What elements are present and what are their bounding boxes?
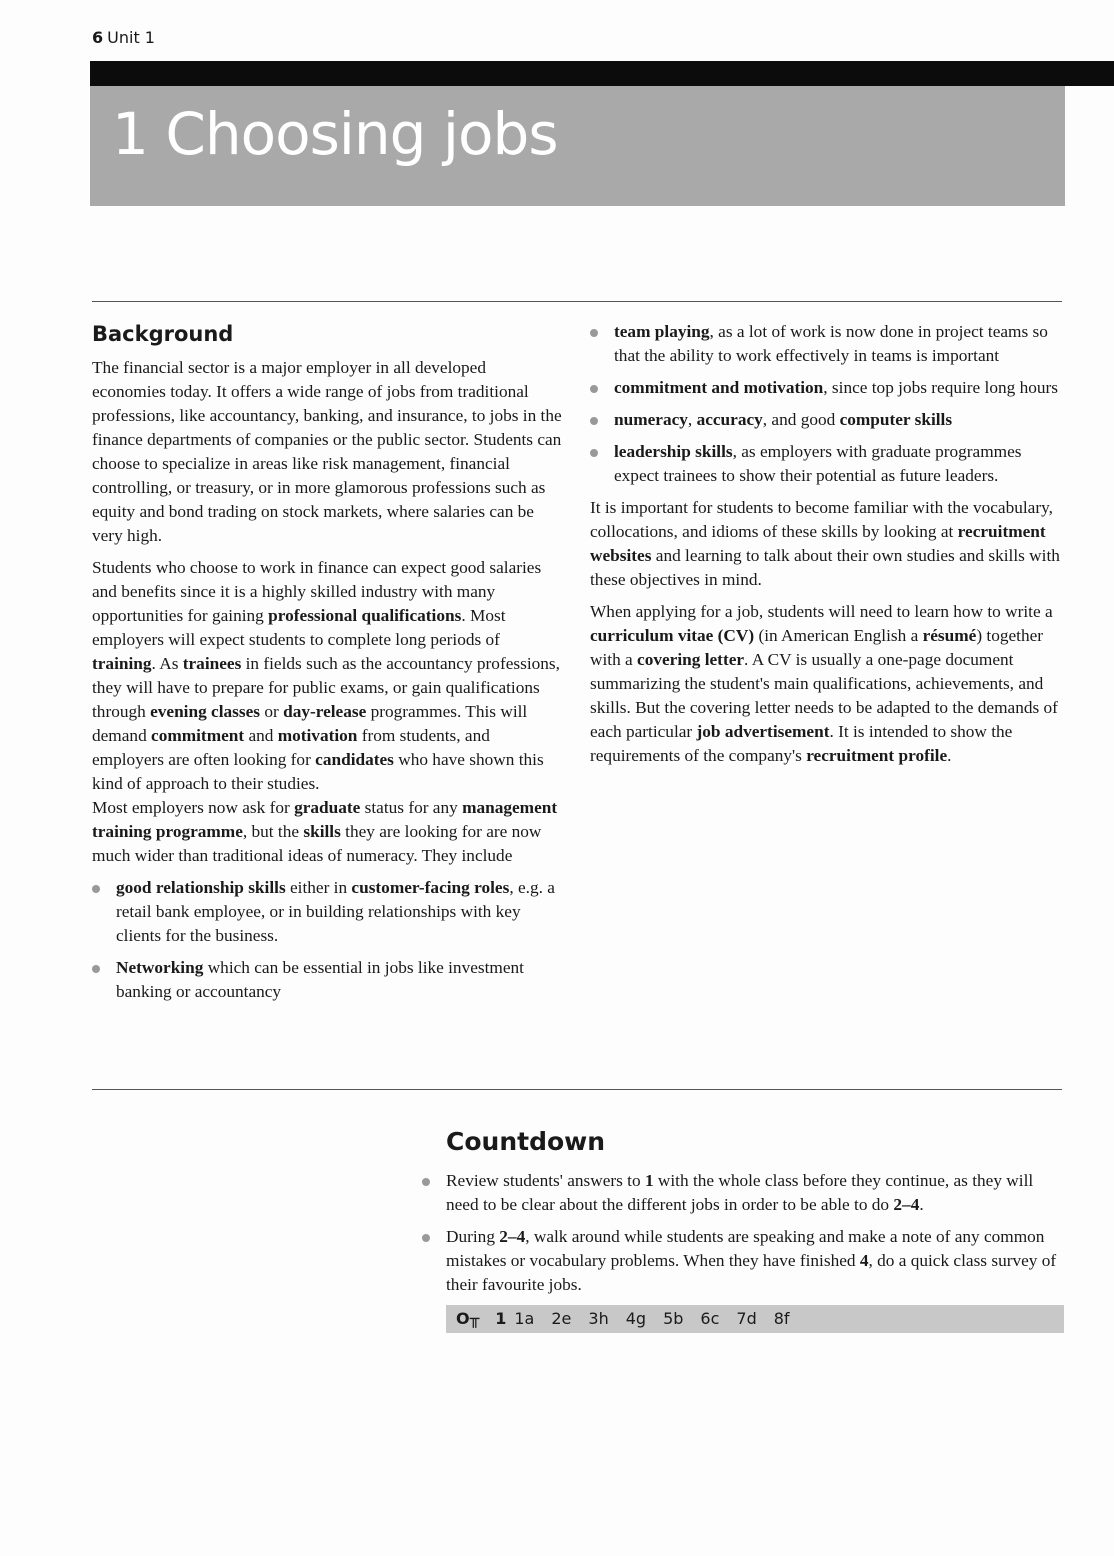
text-run: During (446, 1227, 500, 1246)
text-run: , (687, 410, 697, 429)
text-run: , walk around while students are speaking and make a note of any common mistakes or vocabulary problems. When they have finished (446, 1227, 1045, 1270)
list-item (590, 408, 1065, 432)
list-item (92, 956, 562, 1004)
background-right-column (590, 320, 1065, 776)
answer: 3h (588, 1309, 609, 1328)
list-item (92, 876, 562, 948)
text-run: Most employers now ask for (92, 798, 295, 817)
countdown-section (422, 1125, 1067, 1333)
list-item (422, 1169, 1067, 1217)
text-run: programmes. This will demand (92, 702, 528, 745)
key-term: training (92, 654, 152, 673)
key-term: professional qualifications (268, 606, 462, 625)
key-term: résumé (922, 626, 977, 645)
key-term: motivation (277, 726, 358, 745)
list-item (590, 376, 1065, 400)
text-run: Review students' answers to (446, 1171, 645, 1190)
page-number: 6 (92, 28, 104, 47)
unit-title: 1 Choosing jobs (112, 100, 558, 168)
key-term: team playing (614, 322, 710, 341)
key-term: 2–4 (893, 1195, 920, 1214)
text-run: , do a quick class survey of their favourite jobs. (446, 1251, 1057, 1294)
exercise-number: 1 (495, 1309, 507, 1328)
key-icon: O╥ (456, 1309, 480, 1328)
text-run: The financial sector is a major employer in all developed economies today. It offers a wide range of jobs from traditional professions, like accountancy, banking, and insurance, to jobs in the finance departments of companies or the public sector. Students can choose to specialize in areas like risk management, financial controlling, or treasury, or in more glamorous professions such as equity and bond trading on stock markets, where salaries can be very high. (92, 358, 562, 545)
key-term: leadership skills (614, 442, 733, 461)
key-term: 2–4 (499, 1227, 526, 1246)
skills-list (92, 876, 562, 1004)
text-run: When applying for a job, students will need to learn how to write a (590, 602, 1053, 621)
unit-label: Unit 1 (107, 28, 155, 47)
answer: 7d (736, 1309, 757, 1328)
paragraph (92, 356, 562, 548)
key-term: computer skills (839, 410, 953, 429)
paragraph (590, 600, 1065, 768)
key-term: customer-facing roles (351, 878, 510, 897)
text-run: . (919, 1195, 924, 1214)
text-run: , as employers with graduate programmes expect trainees to show their potential as future leaders. (614, 442, 1022, 485)
key-term: 1 (644, 1171, 654, 1190)
paragraph (92, 796, 562, 868)
key-term: numeracy (614, 410, 688, 429)
key-term: skills (303, 822, 341, 841)
text-run: , and good (762, 410, 840, 429)
text-run: either in (285, 878, 352, 897)
text-run: they are looking for are now much wider than traditional ideas of numeracy. They include (92, 822, 542, 865)
text-run: . Most employers will expect students to complete long periods of (92, 606, 506, 649)
answer: 1a (514, 1309, 535, 1328)
key-term: candidates (315, 750, 394, 769)
key-term: curriculum vitae (CV) (590, 626, 755, 645)
header-bar (90, 61, 1114, 86)
text-run: status for any (360, 798, 463, 817)
list-item (422, 1225, 1067, 1297)
key-term: good relationship skills (116, 878, 286, 897)
key-term: 4 (859, 1251, 869, 1270)
key-term: Networking (116, 958, 204, 977)
text-run: (in American English a (754, 626, 923, 645)
text-run: , e.g. a retail bank employee, or in building relationships with key clients for the business. (116, 878, 555, 945)
text-run: who have shown this kind of approach to their studies. (92, 750, 544, 793)
key-term: recruitment websites (590, 522, 1046, 565)
countdown-heading: Countdown (446, 1127, 606, 1156)
key-term: covering letter (637, 650, 745, 669)
answer: 6c (700, 1309, 720, 1328)
text-run: and learning to talk about their own studies and skills with these objectives in mind. (590, 546, 1060, 589)
key-term: job advertisement (696, 722, 830, 741)
key-term: evening classes (150, 702, 261, 721)
divider (92, 1089, 1062, 1090)
answer: 8f (773, 1309, 790, 1328)
key-term: commitment and motivation (614, 378, 824, 397)
text-run: . A CV is usually a one-page document summarizing the student's main qualifications, achievements, and skills. But the covering letter needs to be adapted to the demands of each particular (590, 650, 1058, 741)
paragraph (92, 556, 562, 796)
background-heading: Background (92, 322, 234, 346)
countdown-list (422, 1169, 1067, 1297)
answer: 2e (551, 1309, 572, 1328)
text-run: in fields such as the accountancy professions, they will have to prepare for public exams, or gain qualifications through (92, 654, 560, 721)
text-run: , as a lot of work is now done in project teams so that the ability to work effectively in teams is important (614, 322, 1048, 365)
text-run: ) together with a (590, 626, 1044, 669)
text-run: It is important for students to become familiar with the vocabulary, collocations, and idioms of these skills by looking at (590, 498, 1053, 541)
text-run: and (244, 726, 278, 745)
paragraph (590, 496, 1065, 592)
key-term: commitment (151, 726, 245, 745)
key-term: graduate (294, 798, 361, 817)
list-item (590, 440, 1065, 488)
text-run: , but the (242, 822, 304, 841)
answer: 4g (625, 1309, 647, 1328)
page-header (92, 28, 155, 47)
text-run: which can be essential in jobs like investment banking or accountancy (116, 958, 524, 1001)
key-term: trainees (182, 654, 242, 673)
text-run: . (947, 746, 952, 765)
key-term: recruitment profile (806, 746, 948, 765)
text-run: Students who choose to work in finance can expect good salaries and benefits since it is a highly skilled industry with many opportunities for gaining (92, 558, 542, 625)
key-term: accuracy (696, 410, 763, 429)
text-run: , since top jobs require long hours (823, 378, 1058, 397)
text-run: or (260, 702, 284, 721)
answer: 5b (663, 1309, 684, 1328)
key-term: management training programme (92, 798, 558, 841)
text-run: . It is intended to show the requirements of the company's (590, 722, 1013, 765)
answer-key (446, 1305, 1064, 1333)
key-term: day-release (283, 702, 367, 721)
background-left-column (92, 320, 562, 1012)
list-item (590, 320, 1065, 368)
skills-list-continued (590, 320, 1065, 488)
text-run: from students, and employers are often looking for (92, 726, 490, 769)
text-run: . As (151, 654, 183, 673)
text-run: with the whole class before they continue, as they will need to be clear about the different jobs in order to be able to do (446, 1171, 1034, 1214)
divider (92, 301, 1062, 302)
